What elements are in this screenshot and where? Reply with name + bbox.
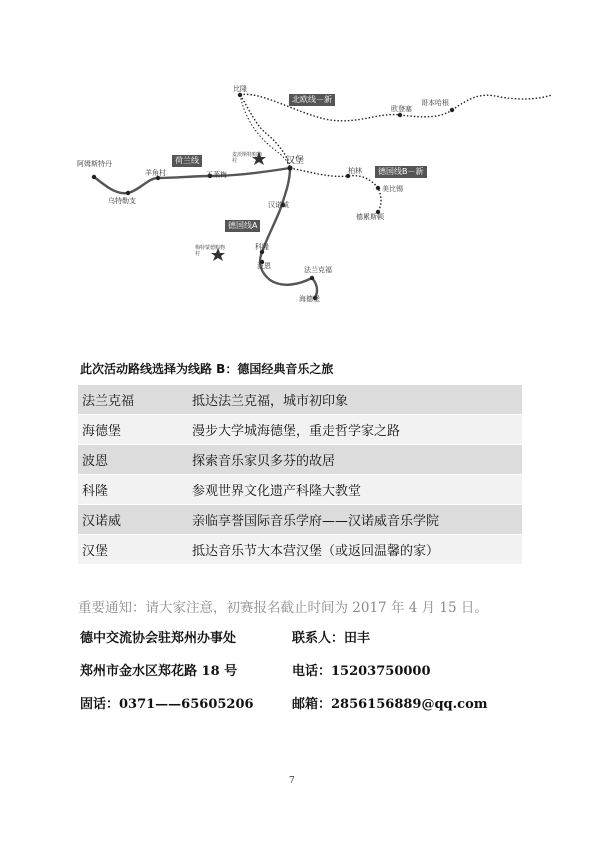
table-row <box>78 445 522 475</box>
contact-person: 联系人：田丰 <box>292 631 371 646</box>
page-number: 7 <box>289 776 295 786</box>
city-yangjiao: 羊角村 <box>145 169 166 177</box>
city-dresden: 德累斯顿 <box>356 213 384 221</box>
itinerary-city: 海德堡 <box>78 415 188 445</box>
route-title: 此次活动路线选择为线路 B：德国经典音乐之旅 <box>80 362 334 376</box>
itinerary-city: 法兰克福 <box>78 385 188 415</box>
city-heidelberg: 海德堡 <box>299 295 320 303</box>
contact-phone: 电话：15203750000 <box>292 664 431 679</box>
itinerary-table <box>78 384 522 565</box>
itinerary-city: 汉堡 <box>78 535 188 565</box>
itinerary-desc: 参观世界文化遗产科隆大教堂 <box>188 475 522 505</box>
route-label-germany-b: 德国线B－新 <box>375 166 427 178</box>
table-row <box>78 535 522 565</box>
route-map <box>0 0 600 330</box>
city-bilong: 比隆 <box>233 85 247 93</box>
city-amsterdam: 阿姆斯特丹 <box>77 160 112 168</box>
city-berlin: 柏林 <box>348 167 362 175</box>
itinerary-desc: 漫步大学城海德堡，重走哲学家之路 <box>188 415 522 445</box>
city-hannover: 汉诺威 <box>268 201 289 209</box>
itinerary-city: 科隆 <box>78 475 188 505</box>
itinerary-desc: 亲临享誉国际音乐学府——汉诺威音乐学院 <box>188 505 522 535</box>
city-copenhagen: 哥本哈根 <box>421 99 449 107</box>
itinerary-desc: 抵达法兰克福，城市初印象 <box>188 385 522 415</box>
city-utrecht: 乌特勒支 <box>108 197 136 205</box>
contact-address: 郑州市金水区郑花路 18 号 <box>80 664 238 679</box>
table-row <box>78 385 522 415</box>
contact-email: 邮箱：2856156889@qq.com <box>292 697 488 712</box>
city-frankfurt: 法兰克福 <box>304 266 332 274</box>
route-label-germany-a: 德国线A <box>225 220 260 232</box>
itinerary-city: 汉诺威 <box>78 505 188 535</box>
table-row <box>78 505 522 535</box>
table-row <box>78 475 522 505</box>
city-odense: 欧登塞 <box>391 105 412 113</box>
deadline-notice: 重要通知：请大家注意，初赛报名截止时间为 2017 年 4 月 15 日。 <box>78 600 488 616</box>
city-bremen: 不莱梅 <box>206 171 227 179</box>
city-meissen: 美比锡 <box>382 185 403 193</box>
city-bonn: 波恩 <box>257 262 271 270</box>
table-row <box>78 415 522 445</box>
outlet-note-north: 麦茨斯特购物村 <box>232 152 263 164</box>
contact-office: 德中交流协会驻郑州办事处 <box>80 631 237 646</box>
city-hamburg: 汉堡 <box>286 156 305 166</box>
city-cologne: 科隆 <box>255 243 269 251</box>
contact-landline: 固话：0371——65605206 <box>80 697 254 712</box>
itinerary-city: 波恩 <box>78 445 188 475</box>
outlet-note-west: 梅特蒙德购物村 <box>195 245 226 257</box>
itinerary-desc: 抵达音乐节大本营汉堡（或返回温馨的家） <box>188 535 522 565</box>
itinerary-desc: 探索音乐家贝多芬的故居 <box>188 445 522 475</box>
route-label-north-europe: 北欧线－新 <box>289 94 335 106</box>
route-label-netherlands: 荷兰线 <box>172 155 202 167</box>
